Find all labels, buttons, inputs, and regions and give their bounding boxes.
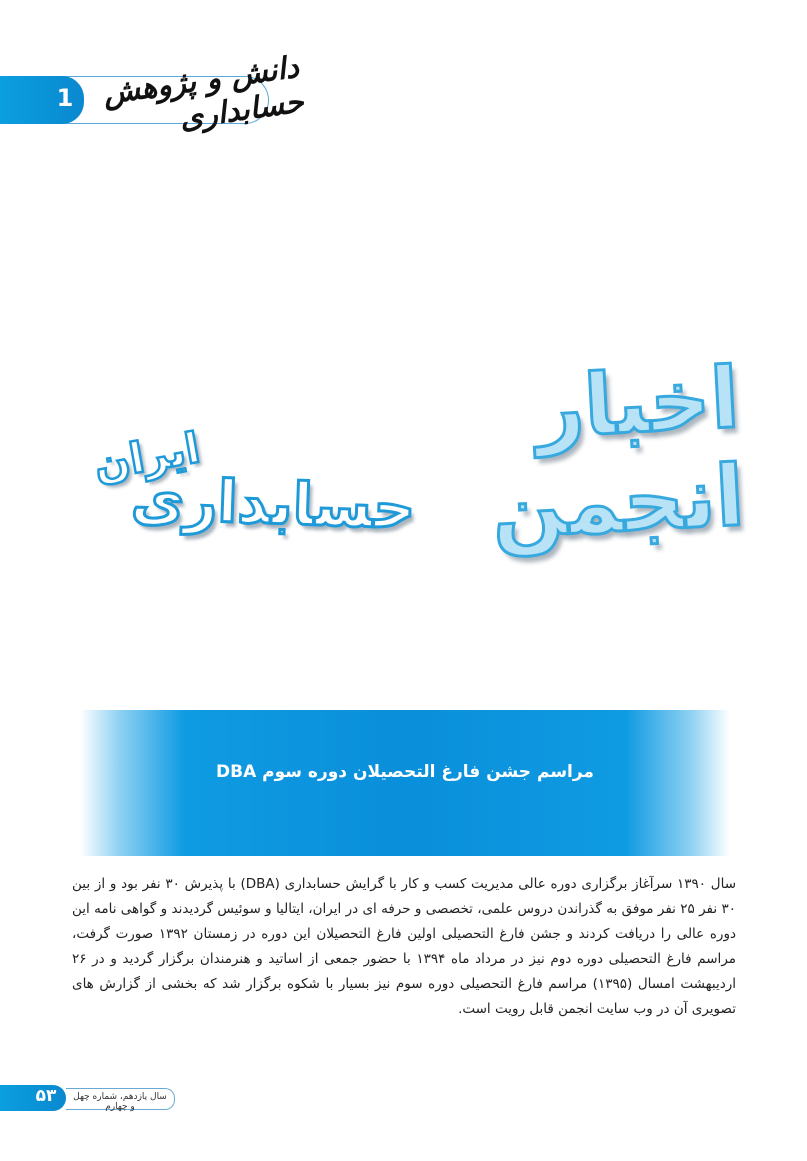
title-art-line2: حسابداری xyxy=(129,464,417,543)
article-body: سال ۱۳۹۰ سرآغاز برگزاری دوره عالی مدیریت کسب و کار با گرایش حسابداری (DBA) با پذیرش ۳۰ نفر بود و از بین ۳۰ نفر ۲۵ نفر موفق به گذراندن دروس علمی، تخصصی و حرفه ای در ایران، ایتالیا و سوئیس گردیدند و گواهی نامه این دوره عالی را دریافت کردند و جشن فارغ التحصیلی اولین فارغ التحصیلان این دوره در زمستان ۱۳۹۲ صورت گرفت، مراسم فارغ التحصیلی دوره دوم نیز در مرداد ماه ۱۳۹۴ با حضور جمعی از اساتید و هنرمندان برگزار گردید و در ۲۶ اردیبهشت امسال (۱۳۹۵) مراسم فارغ التحصیلی دوره سوم نیز بسیار با شکوه برگزار شد که بخشی از گزارش های تصویری آن در وب سایت انجمن قابل رویت است. xyxy=(72,876,736,1017)
footer-issue-text: سال یازدهم، شماره چهل و چهارم xyxy=(73,1092,167,1112)
section-banner-title: مراسم جشن فارغ التحصیلان دوره سوم DBA xyxy=(216,762,594,782)
title-art-line3: ایران xyxy=(90,422,204,490)
title-art-line1: اخبار انجمن xyxy=(489,348,747,558)
section-banner xyxy=(80,710,730,856)
footer-page-number: ۵۳ xyxy=(35,1086,57,1106)
journal-logo-title: دانش و پژوهش حسابداری xyxy=(100,49,306,137)
header-page-number: 1 xyxy=(56,84,74,112)
